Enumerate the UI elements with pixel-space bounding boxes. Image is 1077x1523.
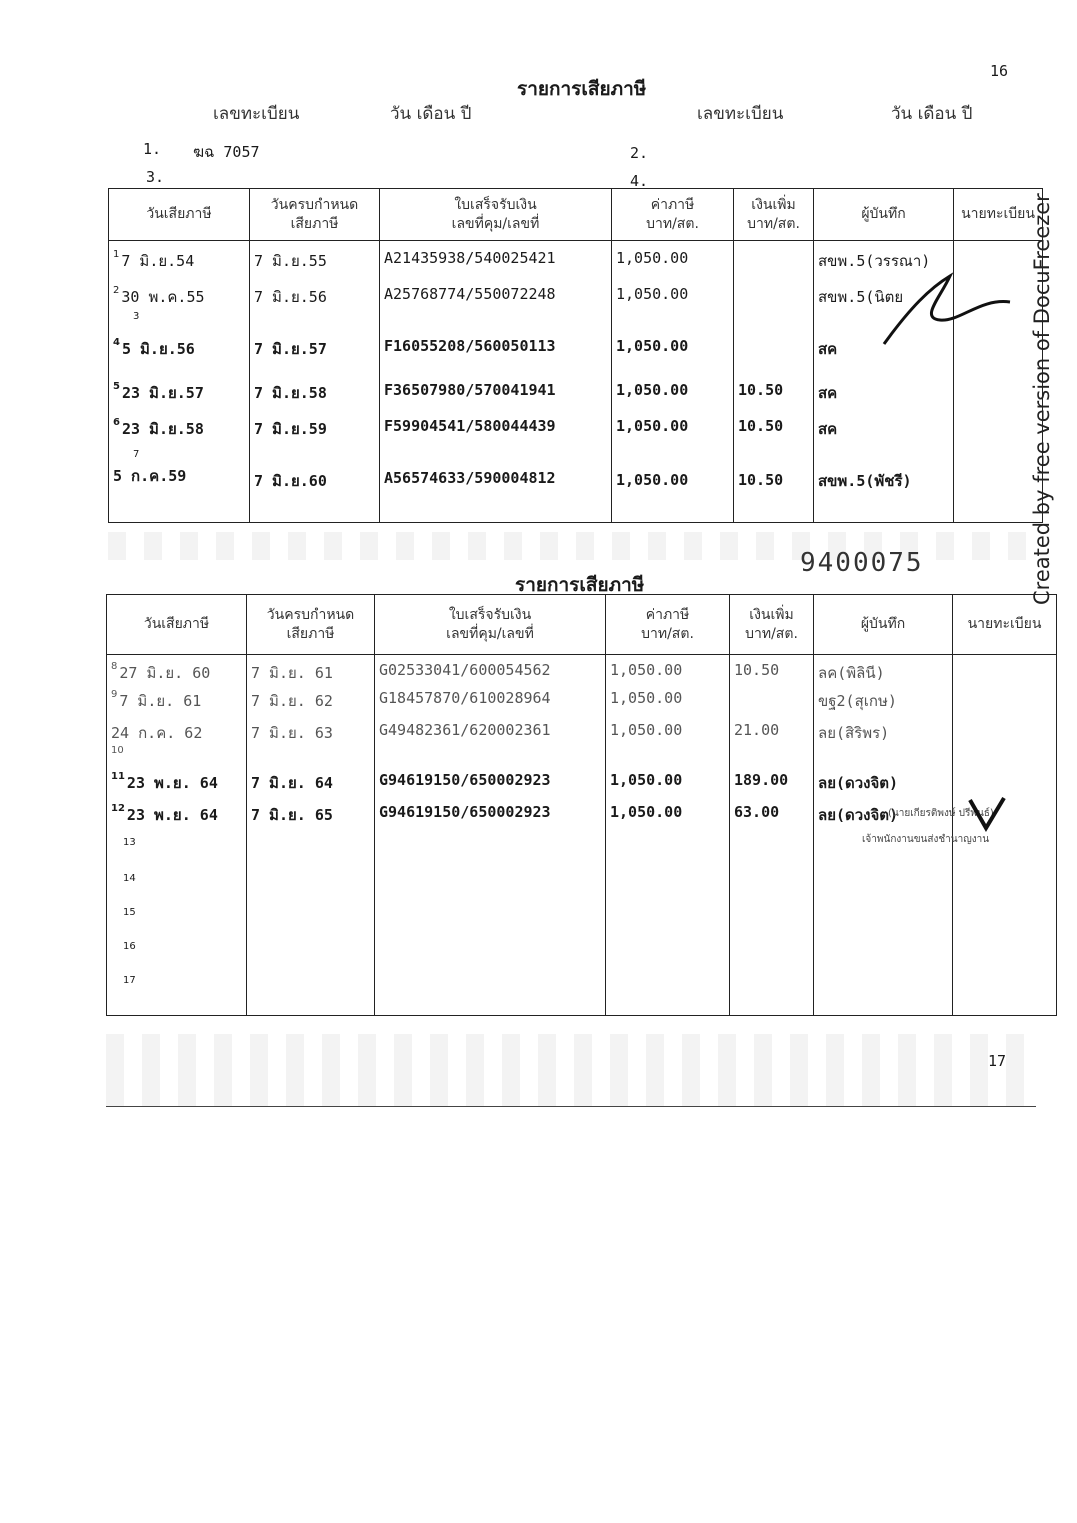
reg-num-1: 1. [143,140,162,158]
col-receipt: ใบเสร็จรับเงิน เลขที่คุม/เลขที่ [380,189,612,241]
table-row: $^2$ 30 พ.ค.55 7 มิ.ย.56 A25768774/550072248 1,050.00 สขพ.5(นิตย [109,277,1043,311]
reg-num-2: 2. [630,144,649,162]
reg-num-4: 4. [630,172,649,190]
table-row: 14 [107,867,1057,901]
table-row: $^{11}$ 23 พ.ย. 64 7 มิ.ย. 64 G94619150/650002923 1,050.00 189.00 ลย(ดวงจิต) [107,763,1057,799]
col-tax: ค่าภาษี บาท/สต. [606,595,730,655]
table-row: $^{12}$ 23 พ.ย. 64 7 มิ.ย. 65 G94619150/650002923 1,050.00 63.00 ลย(ดวงจิต) [107,799,1057,831]
signature-mark-2 [968,796,1008,832]
col-recorder: ผู้บันทึก [814,595,953,655]
col-due-date: วันครบกำหนด เสียภาษี [250,189,380,241]
table-row: $^1$ 7 มิ.ย.54 7 มิ.ย.55 A21435938/540025421 1,050.00 สขพ.5(วรรณา) [109,241,1043,277]
col-extra: เงินเพิ่ม บาท/สต. [734,189,814,241]
section-title: รายการเสียภาษี [517,78,647,100]
watermark-text: Created by free version of DocuFreezer [1030,193,1054,605]
table-row: 7 5 ก.ค.59 7 มิ.ย.60 A56574633/590004812 1,050.00 10.50 สขพ.5(พัชรี) [109,449,1043,523]
tax-table-1 [108,188,1043,523]
document-number: 9400075 [800,548,924,578]
stamp-title: เจ้าพนักงานขนส่งชำนาญงาน [862,834,990,845]
patterned-band-bottom [106,1034,1036,1106]
reg-num-3: 3. [146,168,165,186]
date-label-left: วัน เดือน ปี [390,104,472,124]
col-tax-date: วันเสียภาษี [107,595,247,655]
page-number-bottom: 17 [988,1052,1007,1070]
table-row: 16 [107,935,1057,969]
tax-table-2 [106,594,1057,1016]
col-tax: ค่าภาษี บาท/สต. [612,189,734,241]
reg-label-right: เลขทะเบียน [697,104,784,124]
table-row: $^9$ 7 มิ.ย. 61 7 มิ.ย. 62 G18457870/610028964 1,050.00 ขฐ2(สุเกษ) [107,685,1057,715]
bottom-divider [106,1106,1036,1107]
table-row: 3 [109,311,1043,329]
stamp-name: (นายเกียรติพงษ์ ปรีพันธ์) [888,808,994,819]
col-receipt: ใบเสร็จรับเงิน เลขที่คุม/เลขที่ [375,595,606,655]
table-row: 15 [107,901,1057,935]
page-number-top: 16 [990,62,1009,80]
reg-label-left: เลขทะเบียน [213,104,300,124]
col-tax-date: วันเสียภาษี [109,189,250,241]
date-label-right: วัน เดือน ปี [891,104,973,124]
col-registrar: นายทะเบียน [954,189,1043,241]
table-row: $^5$ 23 มิ.ย.57 7 มิ.ย.58 F36507980/570041941 1,050.00 10.50 สค [109,373,1043,409]
col-registrar: นายทะเบียน [953,595,1057,655]
col-due-date: วันครบกำหนด เสียภาษี [247,595,375,655]
table-row: 17 [107,969,1057,1015]
table-row: $^4$ 5 มิ.ย.56 7 มิ.ย.57 F16055208/560050113 1,050.00 สค [109,329,1043,373]
table-row: 13 [107,831,1057,867]
table-row: $^6$ 23 มิ.ย.58 7 มิ.ย.59 F59904541/580044439 1,050.00 10.50 สค [109,409,1043,449]
table-row: 24 ก.ค. 62 $^{10}$ 7 มิ.ย. 63 G49482361/620002361 1,050.00 21.00 ลย(สิริพร) [107,715,1057,763]
reg-plate-1: ฆฉ 7057 [193,143,260,161]
col-recorder: ผู้บันทึก [814,189,954,241]
table-row: $^8$ 27 มิ.ย. 60 7 มิ.ย. 61 G02533041/600054562 1,050.00 10.50 ลค(พิลินี) [107,655,1057,686]
col-extra: เงินเพิ่ม บาท/สต. [730,595,814,655]
section-title-2: รายการเสียภาษี [515,574,645,596]
signature-mark-1 [880,268,1020,348]
